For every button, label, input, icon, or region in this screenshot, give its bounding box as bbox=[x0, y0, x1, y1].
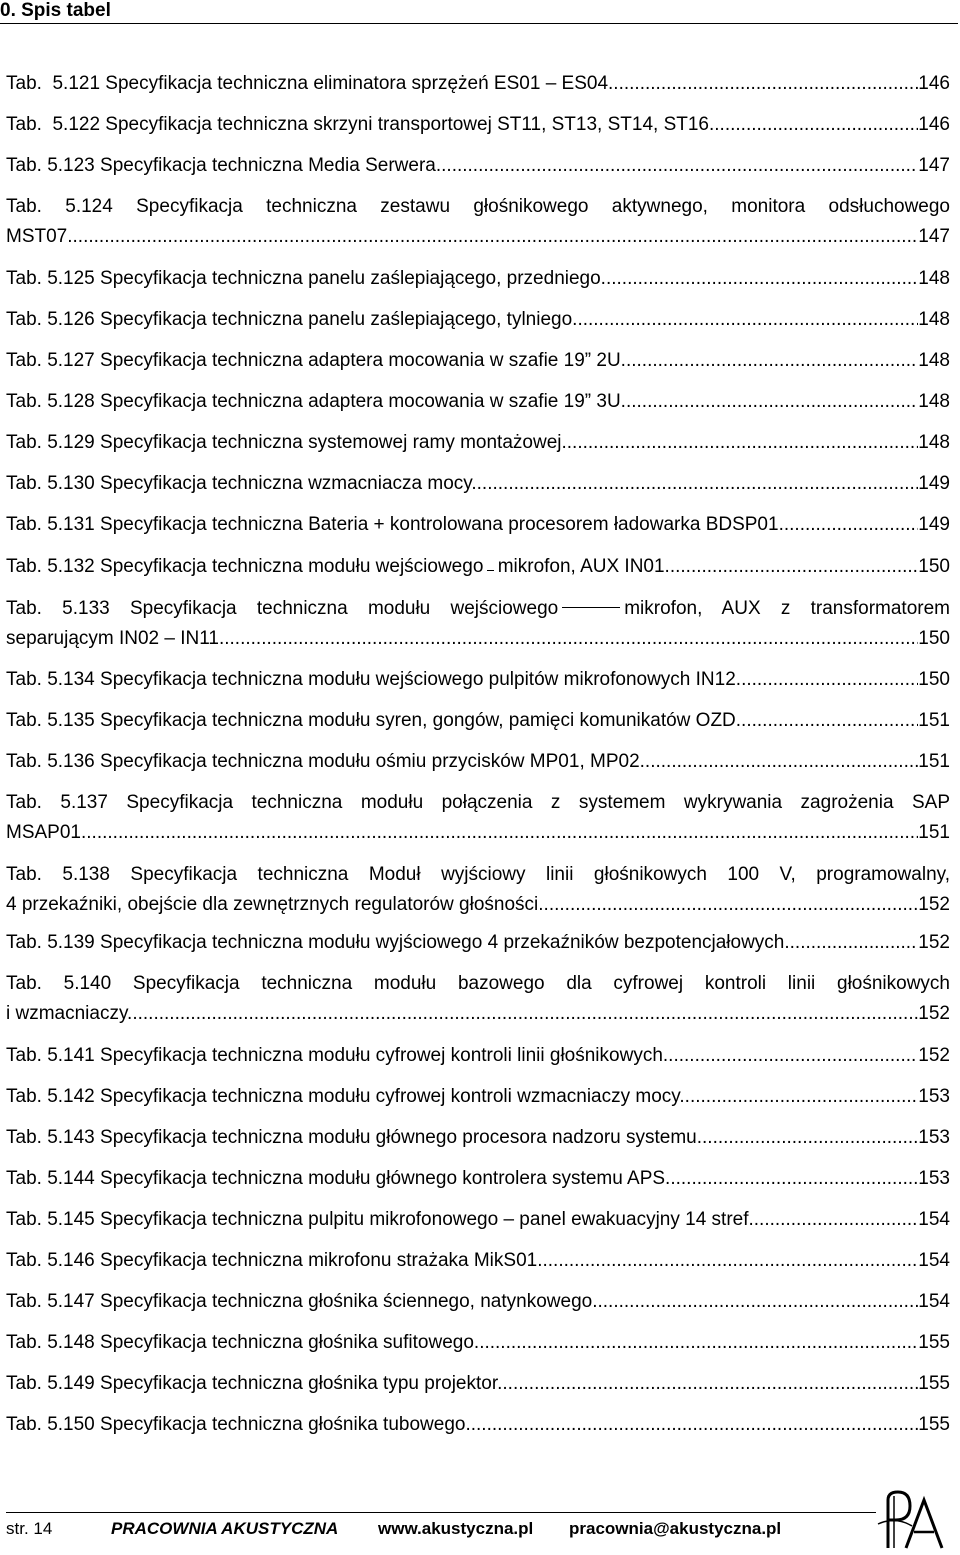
dot-leader bbox=[543, 1246, 919, 1276]
toc-entry-title: Tab. 5.134 Specyfikacja techniczna modułu wejściowego pulpitów mikrofonowych IN12. bbox=[6, 669, 742, 690]
toc-page-number: 153 bbox=[918, 1168, 950, 1189]
toc-entry-title: separującym IN02 – IN11. bbox=[6, 628, 225, 649]
em-dash bbox=[487, 570, 493, 571]
toc-entry-title: Tab. 5.142 Specyfikacja techniczna modułu cyfrowej kontroli wzmacniaczy mocy. bbox=[6, 1086, 685, 1107]
toc-entry-title: Tab. 5.124 Specyfikacja techniczna zestawu głośnikowego aktywnego, monitora odsłuchowego bbox=[6, 196, 950, 217]
footer-email[interactable]: pracownia@akustyczna.pl bbox=[569, 1519, 782, 1538]
toc-entry-title: Tab. 5.141 Specyfikacja techniczna modułu cyfrowej kontroli linii głośnikowych. bbox=[6, 1045, 669, 1066]
toc-entry-title: Tab. 5.121 Specyfikacja techniczna eliminatora sprzężeń ES01 – ES04 bbox=[6, 73, 609, 94]
toc-page-number: 154 bbox=[918, 1291, 950, 1312]
dot-leader bbox=[670, 552, 918, 582]
toc-page-number: 154 bbox=[918, 1209, 950, 1230]
toc-entry-title-cont: mikrofon, AUX z transformatorem bbox=[624, 598, 950, 619]
toc-entry-title: Tab. 5.133 Specyfikacja techniczna modułu wejściowego bbox=[6, 598, 559, 619]
toc-entry-title: Tab. 5.125 Specyfikacja techniczna panelu zaślepiającego, przedniego. bbox=[6, 268, 606, 289]
dot-leader bbox=[471, 1410, 919, 1440]
dot-leader bbox=[567, 428, 919, 458]
toc-page-number: 155 bbox=[918, 1373, 950, 1394]
dot-leader bbox=[626, 387, 918, 417]
dot-leader bbox=[645, 747, 918, 777]
toc-page-number: 148 bbox=[918, 309, 950, 330]
toc-page-number: 146 bbox=[918, 114, 950, 135]
toc-entry-title: Tab. 5.123 Specyfikacja techniczna Media Serwera bbox=[6, 155, 436, 176]
toc-entry-title: Tab. 5.128 Specyfikacja techniczna adaptera mocowania w szafie 19” 3U. bbox=[6, 391, 626, 412]
dot-leader bbox=[608, 69, 918, 99]
toc-page-number: 151 bbox=[918, 751, 950, 772]
dot-leader bbox=[702, 1123, 918, 1153]
toc-entry-title: Tab. 5.136 Specyfikacja techniczna modułu ośmiu przycisków MP01, MP02. bbox=[6, 751, 645, 772]
page-footer bbox=[0, 1486, 960, 1555]
dot-leader bbox=[86, 818, 918, 848]
toc-page-number: 148 bbox=[918, 268, 950, 289]
dot-leader bbox=[502, 1369, 918, 1399]
toc-page-number: 150 bbox=[918, 556, 950, 577]
toc-page-number: 146 bbox=[918, 73, 950, 94]
toc-entry-title: Tab. 5.130 Specyfikacja techniczna wzmacniacza mocy. bbox=[6, 473, 477, 494]
dot-leader bbox=[67, 222, 918, 252]
toc-entry-title: Tab. 5.137 Specyfikacja techniczna modułu połączenia z systemem wykrywania zagrożenia SAP bbox=[6, 792, 950, 813]
dot-leader bbox=[606, 264, 918, 294]
toc-page-number: 151 bbox=[918, 710, 950, 731]
toc-page-number: 151 bbox=[918, 822, 950, 843]
dot-leader bbox=[132, 999, 918, 1029]
toc-entry-title: Tab. 5.143 Specyfikacja techniczna modułu głównego procesora nadzoru systemu. bbox=[6, 1127, 703, 1148]
dot-leader bbox=[668, 1041, 918, 1071]
toc-entry-title: Tab. 5.135 Specyfikacja techniczna modułu syren, gongów, pamięci komunikatów OZD. bbox=[6, 710, 742, 731]
toc-page-number: 154 bbox=[918, 1250, 950, 1271]
toc-page-number: 153 bbox=[918, 1086, 950, 1107]
toc-entry-title: MST07 bbox=[6, 226, 68, 247]
toc-entry-title: Tab. 5.150 Specyfikacja techniczna głośnika tubowego. bbox=[6, 1414, 471, 1435]
footer-divider bbox=[6, 1512, 876, 1513]
toc-page-number: 149 bbox=[918, 473, 950, 494]
page-header bbox=[0, 0, 960, 24]
toc-page-number: 150 bbox=[918, 628, 950, 649]
toc-entry-title: MSAP01. bbox=[6, 822, 87, 843]
toc-page-number: 153 bbox=[918, 1127, 950, 1148]
dot-leader bbox=[741, 665, 918, 695]
toc-page-number: 148 bbox=[918, 391, 950, 412]
dot-leader bbox=[685, 1082, 919, 1112]
toc-entry-title: Tab. 5.139 Specyfikacja techniczna modułu wyjściowego 4 przekaźników bezpotencjałowych. bbox=[6, 932, 790, 953]
dot-leader bbox=[538, 890, 918, 920]
dot-leader bbox=[741, 706, 918, 736]
toc-entry-title: Tab. 5.132 Specyfikacja techniczna modułu wejściowego bbox=[6, 556, 484, 577]
toc-page-number: 150 bbox=[918, 669, 950, 690]
toc-page-number: 152 bbox=[918, 932, 950, 953]
dot-leader bbox=[790, 928, 919, 958]
toc-entry-title: Tab. 5.149 Specyfikacja techniczna głośnika typu projektor. bbox=[6, 1373, 503, 1394]
toc-entry-title: Tab. 5.140 Specyfikacja techniczna modułu bazowego dla cyfrowej kontroli linii głośnikowych bbox=[6, 973, 950, 994]
toc-page-number: 147 bbox=[918, 226, 950, 247]
toc-page-number: 148 bbox=[918, 350, 950, 371]
em-dash bbox=[562, 607, 620, 608]
toc-entry-title: Tab. 5.127 Specyfikacja techniczna adaptera mocowania w szafie 19” 2U. bbox=[6, 350, 626, 371]
dot-leader bbox=[436, 151, 918, 181]
dot-leader bbox=[224, 624, 918, 654]
dot-leader bbox=[709, 110, 918, 140]
toc-entry-title: Tab. 5.122 Specyfikacja techniczna skrzyni transportowej ST11, ST13, ST14, ST16 bbox=[6, 114, 709, 135]
toc-page-number: 155 bbox=[918, 1414, 950, 1435]
footer-website[interactable]: www.akustyczna.pl bbox=[378, 1519, 534, 1538]
header-divider bbox=[0, 23, 958, 24]
toc-page-number: 152 bbox=[918, 894, 950, 915]
toc-entry-title: Tab. 5.129 Specyfikacja techniczna systemowej ramy montażowej. bbox=[6, 432, 567, 453]
page-title: 0. Spis tabel bbox=[0, 0, 111, 21]
dot-leader bbox=[626, 346, 918, 376]
toc-entry-title-cont: mikrofon, AUX IN01. bbox=[497, 556, 670, 577]
toc-entry-title: Tab. 5.148 Specyfikacja techniczna głośnika sufitowego. bbox=[6, 1332, 480, 1353]
dot-leader bbox=[479, 1328, 918, 1358]
toc-entry-title: Tab. 5.144 Specyfikacja techniczna modułu głównego kontrolera systemu APS bbox=[6, 1168, 666, 1189]
toc-page-number: 155 bbox=[918, 1332, 950, 1353]
pa-logo-icon bbox=[876, 1486, 948, 1552]
toc-entry-title: Tab. 5.145 Specyfikacja techniczna pulpitu mikrofonowego – panel ewakuacyjny 14 stref. bbox=[6, 1209, 754, 1230]
dot-leader bbox=[754, 1205, 919, 1235]
toc-entry-title: i wzmacniaczy. bbox=[6, 1003, 133, 1024]
dot-leader bbox=[598, 1287, 919, 1317]
dot-leader bbox=[784, 510, 918, 540]
toc-entry-title: Tab. 5.131 Specyfikacja techniczna Bateria + kontrolowana procesorem ładowarka BDSP01. bbox=[6, 514, 784, 535]
footer-company: PRACOWNIA AKUSTYCZNA bbox=[111, 1519, 339, 1538]
toc-page-number: 149 bbox=[918, 514, 950, 535]
toc-page-number: 152 bbox=[918, 1045, 950, 1066]
toc-entry-title: Tab. 5.147 Specyfikacja techniczna głośnika ściennego, natynkowego. bbox=[6, 1291, 598, 1312]
dot-leader bbox=[577, 305, 918, 335]
toc-entry-title: Tab. 5.138 Specyfikacja techniczna Moduł wyjściowy linii głośnikowych 100 V, programowalny, bbox=[6, 864, 950, 885]
footer-page-number: str. 14 bbox=[6, 1519, 53, 1538]
dot-leader bbox=[665, 1164, 918, 1194]
toc-page-number: 147 bbox=[918, 155, 950, 176]
toc-entry-title: 4 przekaźniki, obejście dla zewnętrznych regulatorów głośności bbox=[6, 894, 539, 915]
toc-entry-title: Tab. 5.146 Specyfikacja techniczna mikrofonu strażaka MikS01. bbox=[6, 1250, 543, 1271]
dot-leader bbox=[477, 469, 919, 499]
toc-page-number: 152 bbox=[918, 1003, 950, 1024]
toc-entry-title: Tab. 5.126 Specyfikacja techniczna panelu zaślepiającego, tylniego. bbox=[6, 309, 578, 330]
toc-page-number: 148 bbox=[918, 432, 950, 453]
